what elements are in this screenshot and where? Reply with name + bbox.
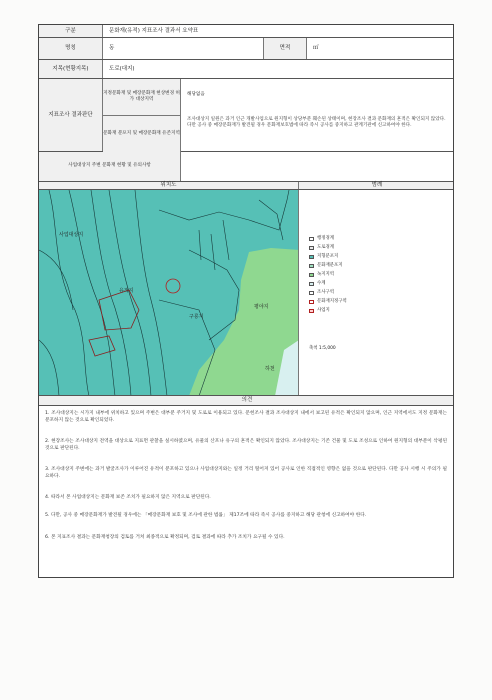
- map-header-row: [39, 182, 453, 190]
- legend-item: 지형분포지: [309, 254, 338, 260]
- map-text-hill: 구릉지: [189, 314, 204, 320]
- map-text-river: 하천: [265, 366, 275, 372]
- opinion-paragraph-6: 6. 본 지표조사 결과는 문화재청장의 검토를 거쳐 최종적으로 확정되며, 검토 결과에 따라 추가 조치가 요구될 수 있다.: [45, 535, 285, 540]
- title-label: 구분: [39, 25, 103, 37]
- location-label: 지목(현황지목): [39, 60, 103, 78]
- survey-text-1: 해당없음: [187, 92, 205, 97]
- legend-item: 행정경계: [309, 236, 334, 242]
- opinion-paragraph-5: 5. 다만, 공사 중 매장문화재가 발견될 경우에는 「매장문화재 보호 및 조사에 관한 법률」 제17조에 따라 즉시 공사를 중지하고 해당 관청에 신고하여야 한다.: [45, 513, 367, 518]
- legend-header-label: 범례: [371, 182, 383, 188]
- basic-row: [39, 38, 453, 60]
- map-header-label: 위치도: [39, 182, 299, 189]
- map-text-project-site: 사업대상지: [59, 232, 84, 238]
- map-text-plain: 평야지: [254, 304, 269, 310]
- legend-item: 조사구역: [309, 290, 334, 296]
- survey-text-2: 조사대상지 일원은 과거 인근 개발사업으로 원지형이 상당부분 훼손된 상태이며, 현장조사 결과 문화재의 흔적은 확인되지 않았다. 다만 공사 중 매장문화재가 발견될 경우 문화재보호법에 따라 즉시 공사를 중지하고 관계기관에 신고하여야 한다.: [187, 117, 446, 129]
- note-row: [39, 152, 453, 182]
- opinion-label: 의견: [241, 397, 253, 403]
- legend-item: 녹지지역: [309, 272, 334, 278]
- name-label: 명칭: [39, 38, 103, 59]
- survey-sub-label-1: 지정문화재 및 매장문화재 현상변경 허가 대상지역: [103, 79, 181, 116]
- area-value: ㎡: [313, 45, 319, 51]
- note-value: [181, 152, 455, 181]
- opinion-paragraph-2: 2. 현장조사는 조사대상지 전역을 대상으로 지표면 관찰을 실시하였으며, 유물의 산포나 유구의 흔적은 확인되지 않았다. 조사대상지는 기존 건물 및 도로 조성으로 인하여 원지형의 대부분이 삭평된 것으로 판단된다.: [45, 439, 447, 451]
- legend-item: 도로경계: [309, 245, 334, 251]
- opinion-header-row: [39, 396, 453, 406]
- note-label: 사업대상지 주변 문화재 현황 및 유의사항: [39, 152, 181, 181]
- scale-text: 축척 1:5,000: [309, 346, 336, 351]
- location-row: [39, 60, 453, 79]
- survey-sub-label-2: 문화재 분포지 및 매장문화재 유존지역: [103, 116, 181, 152]
- opinion-paragraph-1: 1. 조사대상지는 시가지 내부에 위치하고 있으며 주변은 대부분 주거지 및 도로로 이용되고 있다. 문헌조사 결과 조사대상지 내에서 보고된 유적은 확인되지 않으며, 인근 지역에서도 지정 문화재는 분포하지 않는 것으로 확인되었다.: [45, 411, 447, 423]
- legend-item: 문화재지정구역: [309, 299, 347, 305]
- survey-row: [39, 79, 453, 152]
- legend-item: 문화재분포지: [309, 263, 342, 269]
- map-text-site-area: 유적지: [119, 288, 134, 294]
- name-value: 동: [109, 45, 115, 51]
- survey-label: 지표조사 결과판단: [39, 79, 103, 151]
- legend-item: 수계: [309, 281, 325, 287]
- title-row: [39, 25, 453, 38]
- summary-form: [38, 24, 454, 578]
- legend-item: 사업지: [309, 308, 330, 314]
- opinion-paragraph-4: 4. 따라서 본 사업대상지는 문화재 보존 조치가 필요하지 않은 지역으로 판단된다.: [45, 495, 211, 500]
- map-graphic: [39, 190, 299, 395]
- opinion-paragraph-3: 3. 조사대상지 주변에는 과거 발굴조사가 이루어진 유적이 분포하고 있으나 사업대상지와는 일정 거리 떨어져 있어 공사로 인한 직접적인 영향은 없을 것으로 판단된다. 다만 공사 시행 시 주의가 필요하다.: [45, 467, 447, 479]
- map-row: [39, 190, 453, 396]
- area-label: 면적: [263, 38, 307, 59]
- location-value: 도로(대지): [109, 65, 135, 72]
- title-value: 문화재(유적) 지표조사 결과서 요약표: [109, 27, 199, 34]
- location-map: [39, 190, 299, 395]
